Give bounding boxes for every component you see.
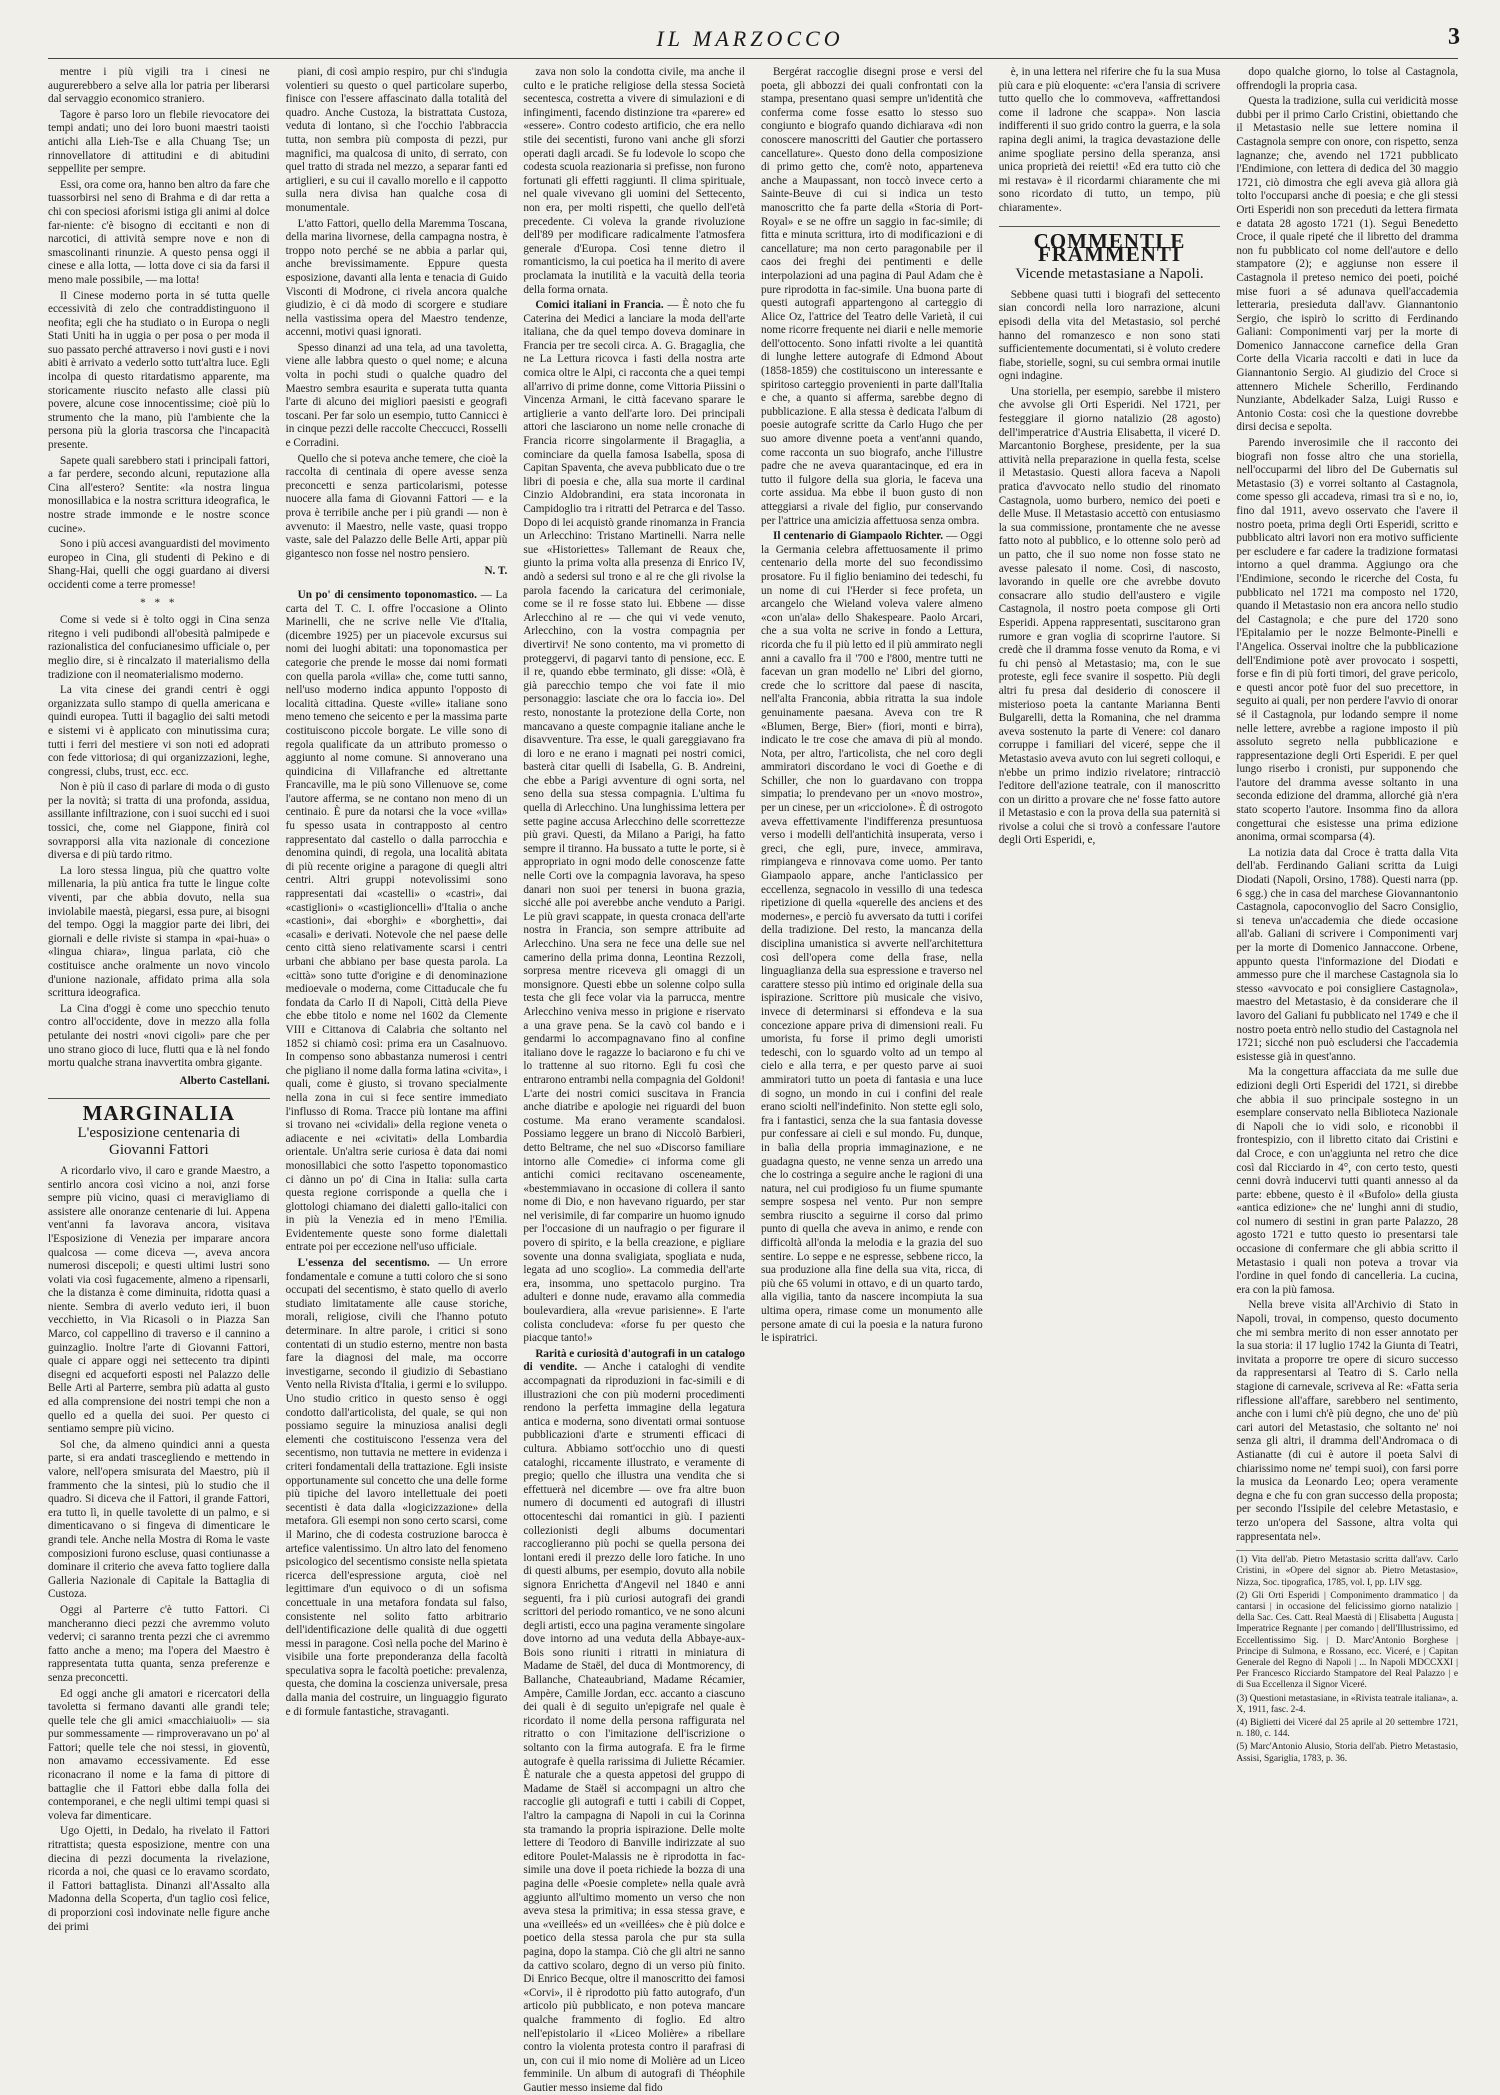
paragraph: La vita cinese dei grandi centri è oggi organizzata sullo stampo di quella americana e quindi europea. Tutti il bagaglio dei salti metodi e sistemi vi è applicato con minutissima cura; tutti i ferri del mestiere vi son noti ed adoprati con fede vittoriosa; di qui organizzazioni, leghe, congressi, clubs, trust, ecc. ecc. [48,684,270,778]
article-signature: Alberto Castellani. [179,1074,270,1087]
article-metastasio [999,289,1221,848]
item-text: — Anche i cataloghi di vendite accompagnati da riproduzioni in fac-simili e di illustrazioni che con più moderni procedimenti rendono la perfetta immagine della legatura antica e moderna, sono diventati ormai sontuose pubblicazioni d'arte e strumenti efficaci di cultura. Abbiamo sott'occhio uno di questi cataloghi, riccamente illustrato, e veramente di pregio; quello che illustra una vendita che si effettuerà nel dicembre — ove fra altre buon numero di documenti ed autografi di illustri ottocenteschi dai romantici in giù. I pazienti collezionisti degli albums documentari raccoglieranno più pochi se quella persona dei lontani eredi il prezzo delle loro fatiche. In uno di questi albums, per esempio, dovuto alla nobile signora Enrichetta d'Angevil nel 1840 e anni seguenti, fra i più curiosi autografi dei grandi scrittori del periodo romantico, ve ne sono alcuni degli artisti, ecco una pagina veramente singolare dove intorno ad una veduta della Abbaye-aux-Bois sono riuniti i ritratti in miniatura di Madame de Staël, del duca di Montmorency, di Ballanche, Chateaubriand, Madame Récamier, Ampère, Camille Jordan, ecc. accanto a ciascuno dei quali è di seguito un'epigrafe nel quale è ricordato il nome della persona raffigurata nel ritratto o con l'imitazione dell'iscrizione o soltanto con la firma autografa. E fra le firme autografe è quella rarissima di Juliette Récamier. È naturale che a questa appetosi del gruppo di Madame de Staël si accompagni un altro che raccoglie gli autografi e tutti i cabili di Coppet, l'altro la campagna di Napoli in cui la Corinna sta tramando la propria ispirazione. Delle molte lettere di Teodoro di Banville indirizzate al suo editore Poulet-Malassis ne è riprodotta in fac-simile una dove il poeta richiede la bozza di una pagina delle «Poesie complete» nella quale avrà aggiunto all'ultimo momento un verso che non aveva stesa la primitiva; in essa stessa grave, e una «veilleés» ed un «veillées» che è più dolce e poetico della stessa parola che pur sta sulla pagina, dopo la stampa. Ciò che gli altri ne sanno da cattivo scolaro, degno di un verso più finito. Di Enrico Becque, oltre il manoscritto dei famosi «Corvi», il è riprodotto più fatto autografo, d'un articolo più pubblicato, e non poteva mancare qualche frammento di foglio. Ed altro nell'epistolario il «Liceo Molière» a ribellare contro la violenta protesta contro il parafrasi di un, con cui il mio nome di Molière ad un Liceo femminile. Un album di autografi di Théophile Gautier messo insieme dal fido [523,1361,746,2094]
paragraph: dopo qualche giorno, lo tolse al Castagnola, offrendogli la propria casa. [1236,66,1459,92]
item-title: Il centenario di Giampaolo Richter. [773,530,943,543]
column-6 [1236,66,1458,1952]
item-comici [523,299,745,1346]
paragraph: Sapete quali sarebbero stati i principali fattori, a far perdere, secondo alcuni, reputazione alla Cina all'estero? Sentite: «la nostra lingua monosillabica e la nostra scrittura ideografica, le nostre strade immonde e le nostre sconce cucine». [48,454,270,535]
paragraph: Parendo inverosimile che il racconto dei biografi non fosse altro che una storiella, nell'occuparmi del libro del De Gubernatis sul Metastasio (3) e vorrei soltanto al Castagnola, come spesso gli accadeva, rimasi tra sì e no, io, fino dal 1911, avevo osservato che l'avere il nostro poeta, prima degli Orti Esperidi, scritto e pubblicato altri lavori non era motivo sufficiente per escludere e far cadere la tradizione formatasi intorno a quel dramma. Aggiungo ora che l'Endimione, secondo le ricerche del Costa, fu pubblicato nel 1721 ma composto nel 1720, quando il Metastasio non era ancora nello studio del Castagnola; e che pure del 1720 sono l'Epitalamio per le nozze Belmonte-Pinelli e l'Angelica. Osservai inoltre che la pubblicazione dell'Endimione potè aver provocato i sospetti, forse e fin di più forti timori, del grave pericolo, e questi ancor potè fuor del suo precettore, in seguito ai quali, per non perdere l'avvio di onorar sé il Castagnola, pur lodando sempre il nome nelle lettere, avrebbe a ragione imposto il più assoluto segreto nella pubblicazione e rappresentazione degli Orti Esperidi. E per quel lungo riserbo i cronisti, pur supponendo che l'autore del dramma avesse soltanto in una seconda edizione del dramma, allorché già n'era stato scoperto l'autore. Insomma fino da allora congetturai che esistesse una prima edizione anonima, ormai scomparsa (4). [1236,437,1459,844]
paragraph: Ugo Ojetti, in Dedalo, ha rivelato il Fattori ritrattista; questa esposizione, mentre con una diecina di pezzi documenta la rivelazione, ricorda a noi, che quasi ce lo eravamo scordato, il Fattori battaglista. Dinanzi all'Assalto alla Madonna della Scoperta, d'un taglio così felice, di proporzioni così indovinate nelle figure anche dei primi [48,1825,270,1933]
paragraph: Quello che si poteva anche temere, che cioè la raccolta di centinaia di opere avesse senza preconcetti e senza particolarismi, potesse nuocere alla fama di Giovanni Fattori — e la prova è terribile anche per i più grandi — non è avvenuto: il Maestro, nelle vaste, quasi troppo vaste, sale del Palazzo delle Belle Arti, appar più gigantesco non fosse nel nostro pensiero. [285,452,508,560]
text-columns [48,66,1459,2094]
item-autografi [523,1348,745,2095]
article-fattori [48,1165,270,1934]
column-1 [48,66,270,1952]
paragraph: è, in una lettera nel riferire che fu la sua Musa più cara e più eloquente: «c'era l'ansia di scrivere tutto quello che lo commoveva, «affrettandosi come il ladrone che scappa». Non lascia indifferenti il suo grido contro la guerra, e la sola rapina degli animi, la tragica devastazione delle anime spogliate persino della speranza, ansi unica proprietà dei reietti! «Ed era tutto ciò che mi restava» è il ricordarmi chiaramente che mi sono ricordato di tutto, un tempo, più chiaramente». [998,66,1221,214]
masthead-rule [48,58,1458,59]
paragraph: La Cina d'oggi è come uno specchio tenuto contro all'occidente, dove in mezzo alla folla petulante dei nostri «novi cigoli» pare che per uno strano gioco di luce, flutti qua e là nel fondo mortu qualche strana inavvertita ombra gigante. [48,1002,270,1070]
item-title: L'essenza del secentismo. [297,1257,430,1270]
column-3 [523,66,746,2094]
paragraph: Ma la congettura affacciata da me sulle due edizioni degli Orti Esperidi del 1721, si direbbe che abbia il suo principale sostegno in un esemplare conservato nella Biblioteca Nazionale di Napoli che io vidi solo, e riconobbi il frontespizio, con il libretto citato dai Cristini e dal Croce, e con un'aggiunta nel retro che dice così dal Ricciardo in 4°, con certo testo, questi cenni dovrà inducervi tutti quanti annesso al da parte: ebbene, questo è il «Bufolo» della giusta «antica edizione» che ne' lunghi anni di studio, col numero di sestini in gran parte Palazzo, 28 agosto 1721 e tutto questo io presentarsi tale occasione di confermare che gli abbia scritto il Metastasio i quali non poteva a trovar via l'ordine in quel fondo di cancelleria. La cucina, era con la più famosa. [1236,1066,1459,1296]
paragraph: piani, di così ampio respiro, pur chi s'indugia volentieri su questo o quel particolare superbo, finisce con l'essere affascinato dalla totalità del quadro. Anche Custoza, la bistrattata Custoza, veduta di lontano, sì che l'occhio l'abbraccia tutta, non sembra più composta di pezzi, pur magnifici, ma qualcosa di unito, di serrato, con quel tratto di strada nel mezzo, a separar fanti ed artiglieri, e su cui il cavallo morello e il cappotto sulla nera divisa han qualche cosa di monumentale. [285,66,508,214]
item-title: Un po' di censimento toponomastico. [297,588,477,601]
item-secentismo [286,1257,508,1719]
paragraph: (1) Vita dell'ab. Pietro Metastasio scritta dall'avv. Carlo Cristini, in «Opere del signor ab. Pietro Metastasio», Nizza, Soc. tipografica, 1785, vol. I, pp. LIV sgg. [1236,1555,1459,1588]
article-china-part2 [48,614,270,1071]
article-fattori-cont [286,66,508,561]
item-title: Comici italiani in Francia. [535,299,664,312]
rubric-commenti: COMMENTI E FRAMMENTI [999,226,1221,262]
page-number: 3 [1448,24,1460,50]
item-toponomastico [286,589,508,1255]
item-richter [761,530,983,1346]
column-4 [761,66,983,1952]
paragraph: zava non solo la condotta civile, ma anche il culto e le pratiche religiose della stessa Società secentesca, costretta a vivere di simulazioni e di infingimenti, facendo distinzione tra «parere» ed «essere». Contro codesto artificio, che era nello stile dei secentisti, furono vani anche gli sforzi operati dagli arcadi. Se fu lodevole lo scopo che codesta scuola reazionaria si prefisse, non furono fortunati gli effetti raggiunti. Il clima spirituale, nel quale vivevano gli uomini del Settecento, non era, per molti rispetti, che quello dell'età precedente. Ci voleva la grande rivoluzione dell'89 per modificare radicalmente l'atmosfera generale d'Europa. Così tenne dietro il romanticismo, la cui poetica ha il merito di avere proclamata la inutilità e la vacuità della teoria della forma ornata. [523,66,746,296]
paragraph: Una storiella, per esempio, sarebbe il mistero che avvolse gli Orti Esperidi. Nel 1721, per festeggiare il giorno natalizio (28 agosto) dell'imperatrice d'Austria Elisabetta, il viceré D. Marcantonio Borghese, presidente, per la sua attività nella preparazione in quella festa, scelse il Metastasio. Questi allora faceva a Napoli pratica d'avvocato nello studio del rinomato Castagnola, uomo burbero, nemico dei poeti e delle Muse. Il Metastasio accettò con entusiasmo la sua commissione, prontamente che ne avesse fatto noto al pubblico, e lo ottenne solo però ad un patto, che il suo nome non fosse stato ne avesse palesato il nome. Così, di nascosto, lavorando in quelle ore che avrebbe dovuto consacrare allo studio dell'austero e vigile Castagnola, il nostro poeta compose gli Orti Esperidi. Appena rappresentati, suscitarono gran rumore e gran voglia di scoprirne l'autore. Si credè che il dramma fosse venuto da Roma, e vi fu chi pensò al Metastasio; ma, con le sue proteste, egli fece svanire il sospetto. Più degli altri fu presa dal desiderio di conoscere il misterioso poeta la cantante Marianna Benti Bulgarelli, detta la Romanina, che nel dramma aveva sostenuto la parte di Venere: col danaro corruppe i familiari del viceré, seppe che il Metastasio aveva avuto con lui segreti colloqui, e n'ebbe un primo indizio rivelatore; rintracciò l'editore dell'azione teatrale, con il manoscritto con un diritto a provare che ne' fosse fatto autore il Metastasio e con la prova della sua paternità si rivolse a colui che si trovò a confessare l'autore degli Orti Esperidi, e, [998,385,1221,847]
rubric-marginalia: MARGINALIA [48,1098,270,1121]
paragraph: Ed oggi anche gli amatori e ricercatori della tavoletta si fermano davanti alle grandi tele; quelle tele che gli amici «macchiaiuoli» — sia pur sommessamente — rimproveravano un po' al Fattori; quelle tele che noi stessi, in gioventù, non amavamo eccessivamente. Ed esse riconacrano il nome e la fama di pittore di battaglie che il Fattori ebbe dalla folla dei contemporanei, e che negli ultimi tempi quasi si voleva far dimenticare. [48,1687,270,1822]
paragraph: Tagore è parso loro un flebile rievocatore dei tempi andati; uno dei loro buoni maestri taoisti antichi alla Lieh-Tse e alla Chuang Tse; un rinnovellatore di attitudini e di abitudini seppellite per sempre. [48,108,270,176]
article-autografi-cont [761,66,983,528]
item-title: Rarità e curiosità d'autografi in un catalogo di vendite. [523,1347,746,1374]
column-2 [286,66,508,1952]
paragraph: Come si vede si è tolto oggi in Cina senza ritegno i veli pudibondi all'obesità palmipede e razionalistica del confucianesimo ufficiale o, per meglio dire, si è rincalzato il materialismo della tradizione con il neomaterialismo moderno. [48,614,270,681]
subheading-metastasio: Vicende metastasiane a Napoli. [1015,265,1204,282]
column-5 [999,66,1221,1952]
paragraph: (5) Marc'Antonio Alusio, Storia dell'ab. Pietro Metastasio, Assisi, Sgariglia, 1783, p. 36. [1236,1742,1459,1764]
article-china-part1 [48,66,270,593]
article-signature-nt: N. T. [484,565,508,578]
paragraph: (4) Biglietti dei Viceré dal 25 aprile al 20 settembre 1721, n. 180, c. 144. [1236,1717,1459,1740]
paragraph: La notizia data dal Croce è tratta dalla Vita dell'ab. Ferdinando Galiani scritta da Luigi Diodati (Napoli, Orsino, 1788). Questi narra (pp. 6 sgg.) che in casa del marchese Giovannantonio Castagnola, capoconvoglio del Sacro Consiglio, si teneva un'accademia che diede occasione all'ab. Galiani di scrivere i Componimenti varj per la morte di Domenico Jannaccone. Orbene, appunto questa l'informazione del Diodati e ammesso pure che il marchese Castagnola sia lo stesso «avvocato e poi consigliere Castagnola», maestro del Metastasio, è da considerare che il lavoro del Galiani fu pubblicato nel 1749 e che il nostro poeta entrò nello studio del Castagnola nel 1721; sicché non può escludersi che l'accademia esistesse già in quest'anno. [1236,846,1459,1063]
item-text: — È noto che fu Caterina dei Medici a lanciare la moda dell'arte italiana, che da quel tempo doveva dominare in Francia per tre secoli circa. A. G. Bragaglia, che ne La Lettura ricovca i fasti della nostra arte comica oltre le Alpi, ci racconta che a quei tempi all'arrivo di prime donne, come Vittoria Piissini o Vincenza Armani, le città facevano sparare le artiglierie a vanto dell'arte loro. Dei principali attori che lasciarono un nome nelle cronache di Francia ricorre singolarmente il Bragaglia, a cominciare da quella famosa Isabella, sposa di Capitan Spaventa, che aveva pubblicato due o tre libri di poesia e che, alla sua morte il cardinal Cinzio Aldobrandini, era stata incoronata in Campidoglio tra i ritratti del Petrarca e del Tasso. Dopo di lei acquistò grande rinomanza in Francia un Arlecchino: Tristano Martinelli. Narra nelle sue «Historiettes» Tallemant de Reaux che, giunto la prima volta alla presenza di Enrico IV, andò a sedersi sul trono e al re che gli rivolse la parola facendo la caricatura del cerimoniale, come se il re fosse stato lui. Ebbene — disse Arlecchino al re — che qui vi vede venuto, Arlecchino, con la vostra compagnia per divertirvi! Ne sono contento, ma vi prometto di proteggervi, di pagarvi tanto di pensione, ecc. E il re, quando ebbe terminato, gli disse: «Olà, è già parecchio tempo che voi fate il mio personaggio: lasciate che ora lo faccia io». Del resto, nonostante la protezione della Corte, non mancavano a queste compagnie italiane anche le disavventure. Tra esse, le quali gareggiavano fra di loro e ne erano i magnati pei nostri comici, basterà citar quelli di Isabella, G. B. Andreini, che ebbe a Parigi avventure di ogni sorta, nel seno della sua stessa compagnia. L'ultima fu quella di Arlecchino. Una lunghissima lettera per sette pagine accusa Arlecchino delle scorrettezze più gravi. Questi, da Milano a Parigi, ha fatto sempre il tiranno. Ha bussato a tutte le porte, si è appropriato in ogni modo delle conoscenze fatte nelle Corti ove la compagnia lavorava, ha speso danari non suoi per tenersi in buona grazia, sicché alle poi averebbe anche venduto a Parigi. Le più gravi scappate, in questa cronaca dell'arte nostra in Francia, son sempre attribuite ad Arlecchino. Una sera ne fece una delle sue nel camerino della prima donna, Leontina Rezzoli, sorpresa mentre riceveva gli omaggi di un monsignore. Questi ebbe un solenne colpo sulla testa che gli fece volar via la parrucca, mentre Arlecchino veniva messo in prigione e riservato a una grave pena. Se la cavò col bando e i gendarmi lo accompagnavano fino al confine italiano dove le ragazze lo baciarono e fu chi ve lo trattenne al suo ritorno. Egli fu così che entrarono entrambi nella compagnia del Goldoni! L'arte dei nostri comici suscitava in Francia anche diatribe e apologie nei riguardi del buon costume. Ma erano veramente scandalosi. Possiamo leggere un brano di Niccolò Barbieri, detto Beltrame, che nel suo «Discorso familiare intorno alle Comedie» ci informa come gli antichi comici recitavano osceneamente, «bestemmiavano in occasione di collera il santo nome di Dio, e non havevano riguardo, per star nel verisimile, di far comparire un huomo ignudo per l'occasione di un naufragio o per figurare il povero di spirito, e la bella creazione, e pigliare sovente una donna svaligiata, spogliata e nuda, legata ad uno scoglio». La commedia dell'arte era, insomma, uno spettacolo purgino. Tra adulteri e donne nude, eravamo alla commedia boulevardiera, alla «revue parisienne». E l'arte colista concludeva: «forse fu per questo che piacque tanto!» [523,299,746,1345]
section-separator: * * * [140,596,178,609]
paragraph: Non è più il caso di parlare di moda o di gusto per la novità; si tratta di una profonda, assidua, assillante infiltrazione, con i suoi succhi ed i suoi tossici, che, come nel Giappone, finirà col sovrapporsi alla vita nazionale di concezione diversa e di più tardo ritmo. [48,781,270,862]
paragraph: Sono i più accesi avanguardisti del movimento europeo in Cina, gli studenti di Pekino e di Shang-Hai, quelli che oggi guardano ai diversi occidenti come a terre promesse! [48,538,270,591]
paragraph: A ricordarlo vivo, il caro e grande Maestro, a sentirlo ancora così vicino a noi, anzi forse sempre più vicino, quasi ci meravigliamo di assistere alle onoranze centenarie di lui. Appena vent'anni fa lavorava ancora, visitava l'Esposizione di Venezia per imparare ancora qualcosa — come diceva —, aveva ancora numerosi discepoli; e questi ultimi lustri sono volati via così fugacemente, almeno a ripensarli, che la distanza è come diminuita, ridotta quasi a niente. Sembra di averlo veduto ieri, il buon vecchietto, in Via Ricasoli o in Piazza San Marco, col cappellino di traverso e il cannino a guinzaglio. Inoltre l'arte di Giovanni Fattori, quale ci appare oggi nei settecento tra dipinti disegni ed acqueforti esposti nel Palazzo delle Belle Arti al Parterre, sembra più adatta al gusto ed alla comprensione dei nostri tempi che non a quello ed a quella dei suoi. Per questo ci sentiamo sempre più vicino. [48,1164,270,1436]
article-secentismo-cont [523,66,745,297]
footnotes [1236,1550,1458,1765]
paragraph: mentre i più vigili tra i cinesi ne augurerebbero a selve alla lor patria per liberarsi dal servaggio economico straniero. [48,66,270,106]
paragraph: (2) Gli Orti Esperidi | Componimento drammatico | da cantarsi | in occasione del felicissimo giorno natalizio | della Sac. Ces. Catt. Real Maestà di | Elisabetta | Augusta | Imperatrice Regnante | per comando | dell'Illustrissimo, ed Eccellentissimo Sig. | D. Marc'Antonio Borghese | Principe di Sulmona, e Rossano, ecc. Viceré, e | Capitan Generale del Regno di Napoli | ... In Napoli MDCCXXI | Per Francesco Ricciardo Stampatore del Real Palazzo | e di Sua Eccellenza il Signor Viceré. [1236,1590,1459,1691]
paragraph: Essi, ora come ora, hanno ben altro da fare che tuassorbirsi nel seno di Brahma e di dar retta a chi con speciosi aforismi istiga gli animi al dolce far-niente: c'è bisogno di eccitanti e non di narcotici, di attività sempre nove e non di smascolinanti rinunzie. A questo pensa oggi il cinese e alla lotta, — lotta dove ci sia da farsi il meno male possibile, — ma lotta! [48,178,270,286]
article-richter-cont [999,66,1221,216]
paragraph: Il Cinese moderno porta in sé tutta quelle eccessività di zelo che contraddistinguono il neofita; egli che ha studiato o in Europa o negli Stati Uniti ha in uggia o per posa o per moda il suo passato perché attraverso i novi gusti e i novi abiti è arrivato a vederlo sotto tutt'altra luce. Egli incolpa di questo ritardatismo apparente, ma storicamente riuscito nefasto alle classi più povere, alcune cose innocentissime; cioè più lo strumento che la mano, più l'ambiente che la persona più la gloria trascorsa che l'incapacità presente. [48,289,270,452]
subheading-fattori: L'esposizione centenaria di Giovanni Fattori [77,1124,241,1158]
masthead-title: IL MARZOCCO [656,26,844,51]
paragraph: La loro stessa lingua, più che quattro volte millenaria, la più antica fra tutte le lingue colte viventi, par che abbia dovuto, nella sua inviolabile maestà, piegarsi, essa pure, ai bisogni del tempo. Oggi la maggior parte dei libri, dei giornali e delle riviste si stampa in «pai-hua» o «lingua chiara», lingua parlata, ciò che costituisce anche oralmente un novo vincolo d'unione nazionale, affidato prima alla sola scrittura ideografica. [48,864,270,1000]
item-text: — Un errore fondamentale e comune a tutti coloro che si sono occupati del secentismo, è stato quello di averlo studiato limitatamente alle cause storiche, morali, religiose, civili che l'hanno potuto determinare. In altre parole, i critici si sono contentati di un studio esterno, mentre non basta fare la diagnosi del male, ma occorre investigarne, secondo il giudizio di Sebastiano Vento nella Rivista d'Italia, i germi e lo sviluppo. Uno studio critico in questo senso è oggi condotto dall'articolista, del quale, se qui non possiamo seguire la minuziosa analisi degli elementi che costituiscono l'essenza vera del secentismo, non tuttavia ne mettere in evidenza i criteri fondamentali della trattazione. Egli insiste opportunamente sul concetto che una delle forme più tipiche del lavoro intellettuale dei poeti secentisti è data dalla «logicizzazione» della metafora. Gli esempi non sono certo scarsi, come il Marino, che di codesta costruzione barocca è artefice valentissimo. Un altro lato del fenomeno psicologico del secentismo consiste nella spietata ricerca dell'espressione arguta, cioè nel legittimare d'un equivoco o di un sofisma concettuale in una metafora fondata sul falso, consistente nel solito fatto arbitrario dell'identificazione delle qualità di due oggetti messi in paragone. Così nella poche del Marino è visibile una forte preponderanza della facoltà speculativa sopra le facoltà poetiche: prevalenza, questa, che domina la coscienza universale, presa dalla mania del costruire, un linguaggio figurato e di formule fantastiche, stravaganti. [285,1257,508,1718]
paragraph: (3) Questioni metastasiane, in «Rivista teatrale italiana», a. X, 1911, fasc. 2-4. [1236,1693,1459,1715]
paragraph: Oggi al Parterre c'è tutto Fattori. Ci mancheranno dieci pezzi che avremmo voluto vedervi; ci saranno trenta pezzi che ci avremmo fatto anche a meno; ma l'opera del Maestro è rappresentata tutta quanta, senza preferenze e senza preconcetti. [48,1603,270,1684]
paragraph: Sol che, da almeno quindici anni a questa parte, si era andati trascegliendo e mettendo in valore, nell'opera smisurata del Maestro, più il frammento che la sintesi, più lo studio che il quadro. Si diceva che il Fattori, il grande Fattori, era tutto lì, in quelle tavolette di un palmo, e si dimenticavano o si fingeva di dimenticare le grandi tele. Anche nella Mostra di Roma le vaste composizioni furono escluse, quasi contiunasse a dominare il criterio che aveva fatto togliere dalla Galleria Nazionale di Capitale la Battaglia di Custoza. [48,1438,270,1601]
item-text: — La carta del T. C. I. offre l'occasione a Olinto Marinelli, che ne scrive nelle Vie d'Italia, (dicembre 1925) per un piacevole excursus sui nomi dei luoghi abitati: una toponomastica per categorie che prende le mosse dai nomi formati con quella parola «villa» che, come tutti sanno, nell'uso moderno indica appunto l'opposto di località cittadina. Queste «ville» italiane sono meno temeno che seicento e per la massima parte costituiscono piccole borgate. Le ville sono di regola qualificate da un attributo promesso o aggiunto al nome comune. Si annoverano una quindicina di Villafranche ed altrettante Francaville, ma le più sono Villenuove se, come l'autore afferma, se ne contano non meno di un centinaio. È pure da notarsi che la voce «villa» fu spesso usata in contrapposto al centro rappresentato dal castello o dalla parrocchia e denomina quindi, di regola, una località abitata di più recente origine a paragone di quegli altri centri. Altri gruppi notevolissimi sono rappresentati dai «castelli» o «castri», dai «castiglioni» o «castiglioncelli» d'Italia o anche «castioni», dai «borghi» e «borghetti», dai «casali» e derivati. Notevole che nel paese delle cento città sieno relativamente scarsi i centri urbani che abbiano per base questa parola. La «città» sono tutte d'origine e di denominazione medioevale o moderna, come Cittaducale che fu fondata da Carlo II di Napoli, Città della Pieve che ebbe titolo e nome nel 1602 da Clemente VIII e Cittanova di Calabria che soltanto nel 1852 si chiamò così: prima era un Casalnuovo. In compenso sono abbastanza numerosi i centri che pigliano il nome dalla forma latina «civita», i quali, come è giusto, si trovano specialmente nella zona in cui si fece sentire immediato l'influsso di Roma. Tracce più lontane ma affini si trovano nei «cividali» della regione veneta o adiacente e nei «civitati» della Lombardia orientale. Un'altra serie curiosa è data dai nomi monosillabici che sotto l'aspetto toponomastico ci dànno un po' di Cina in Italia: sulla carta questa regione corrisponde a quella che i glottologi chiamano dei dialetti gallo-italici con in più la Venezia ed in meno l'Emilia. Evidentemente queste sono forme dialettali entrate poi per eccezione nell'uso ufficiale. [285,588,508,1254]
paragraph: Sebbene quasi tutti i biografi del settecento sian concordi nella loro narrazione, alcuni episodi della vita del Metastasio, sol perché hanno del romanzesco e non sono stati sufficientemente documentati, si è voluto credere fiabe, storielle, sogni, su cui sembra ormai inutile ogni indagine. [998,288,1221,383]
paragraph: Spesso dinanzi ad una tela, ad una tavoletta, viene alle labbra questo o quel nome; e alcuna volta in pochi studi o qualche quadro del Maestro sembra esaurita e superata tutta quanta l'arte di alcuno dei migliori paesisti e geografi toscani. Per far solo un esempio, tutto Cannicci è in cinque pezzi delle raccolte Checcucci, Rosselli e Corradini. [285,341,508,450]
item-text: — Oggi la Germania celebra affettuosamente il primo centenario della morte del suo fecondissimo prosatore. Fu il figlio beniamino dei tedeschi, fu un nome di cui l'Herder si fece profeta, un arcangelo che Wieland voleva valere almeno «con un'ala» dello Shakespeare. Paolo Arcari, che a sua volta ne scrive in fondo a Lettura, ricorda che fu il più letto ed il più ammirato negli anni a cavallo fra il '700 e l'800, mentre tutti ne facevan un gran modello ne' Libri del giorno, crede che lo scrittore dal paese di nascita, nell'alta Franconia, abbia ritratta la sua indole genuinamente paesana. Aveva con tre R «Blumen, Berge, Bier» (fiori, monti e birra), indicato le tre cose che amava di più al mondo. Nota, per altro, l'articolista, che nel coro degli ammiratori discordano le voci di Goethe e di Schiller, che non lo guardavano con troppa simpatia; lo prendevano per un «novo mostro», per un cinese, per un «ricciolone». È di ostrogoto aveva effettivamente l'indifferenza presuntuosa verso i modelli dell'antichità insuperata, verso i greci, che egli, pure, invece, ammirava, rimpiangeva e rinnovava come uomo. Per tanto Giampaolo appare, anche l'anticlassico per eccellenza, segnacolo in vessillo di una tedesca ripetizione di quella «querelle des anciens et des modernes», e perciò fu avversato da tutti i corifei della tradizione. Del resto, la mancanza della disciplina umanistica si avverte nell'architettura così dell'opera come della frase, nella linguaglianza della sua espressione e traverso nel carattere stesso più intimo ed originale della sua ispirazione. Scrittore più musicale che visivo, invece di determinarsi si effondeva e la sua concezione appare priva di dimensioni reali. Fu umorista, fu forse il primo degli umoristi tedeschi, con lo sguardo volto ad un tempo al cielo e alla terra, e per questo parve ai suoi ammiratori tutto un poeta di fantasia e una luce di sogno, un mondo in cui i confini del reale erano sciolti nell'indefinito. Non stette egli solo, fra i fantastici, senza che la sua fantasia dovesse pur confessare ai cieli e sul mondo. Fu, dunque, in balìa della propria immaginazione, e ne guadagna questo, ne venne senza un arredo una che lo costringa a seguire anche le ragioni di una natura, nel cui prodigioso fu un fiume spumante sempre sospesa nel vento. Pur non sempre sembra riuscito a seguirne il corso dal primo punto di quella che aveva in animo, e rende con difficoltà all'onda la melodia e la grazia del suo sentire. Lo seppe e ne espresse, sebbene ricco, la sua produzione alla fine della sua vita, ricca, di più che 65 volumi in ottavo, e di un quarto tardo, alla vigilia, tanto da nascere incompiuta la sua ultima opera, rimase come un monumento alle persone amate di cui la poesia e la natura furono le ispiratrici. [761,530,983,1345]
paragraph: Questa la tradizione, sulla cui veridicità mosse dubbi per il primo Carlo Cristini, obiettando che il Metastasio nelle sue lettere nomina il Castagnola sempre con onore, con rispetto, senza lagnanze; che, avendo nel 1721 pubblicato l'Endimione, con lettera di dedica del 30 maggio 1721, ciò dimostra che egli aveva già allora già tolto l'occuparsi anche di poesia; e che gli stessi Orti Esperidi non son preceduti da lettera firmata e datata 28 agosto 1721 (1). Seguì Benedetto Croce, il quale ripeté che il libretto del dramma non fu pubblicato col nome dell'autore e dello stampatore (2); e aggiunse non essere il Castagnola il preteso nemico dei poeti, poiché mise fuori a sé adunava quell'accademia letteraria, presieduta dall'avv. Giannantonio Sergio, che ispirò lo scritto di Ferdinando Galiani: Componimenti varj per la morte di Domenico Jannaccone carnefice della Gran Corte della Vicaria raccolti e dati in luce da Giannantonio Sergio. Al giudizio del Croce si attennero Michele Scherillo, Ferdinando Nunziante, Abdelkader Salza, Luigi Russo e Antonio Costa: così che la questione dovrebbe dirsi decisa e sepolta. [1236,95,1459,434]
paragraph: Bergérat raccoglie disegni prose e versi del poeta, gli abbozzi dei quali confrontati con la stampa, presentano quasi sempre un'identità che conferma come fosse esatto lo stesso suo congiunto e biografo quando dichiarava «di non conoscere manoscritti del Gautier che portassero cancellature». Questo dono della composizione di primo getto che, com'è noto, apparteneva anche a Maupassant, non toccò invece certo a Sainte-Beuve di cui si indica un testo manoscritto che fa parte della «Storia di Port-Royal» e se ne offre un saggio in fac-simile; di fitta e minuta scrittura, irto di modificazioni e di cancellature; ma non certo paragonabile per il caos dei freghi dei pentimenti e delle interpolazioni ad una pagina di Paul Adam che è pure riprodotta in fac-simile. Una buona parte di questi autografi appartengono al carteggio di Alice Oz, l'attrice del Teatro delle Varietà, il cui nome ricorre frequente nei diarii e nelle memorie dell'ottocento. Sono infatti rivolte a lei quantità di lunghe lettere autografe di Edmond About (1858-1859) che costituiscono un interessante e spiritoso carteggio provenienti in parte dall'Italia e che, a quanto si afferma, sarebbe degno di pubblicazione. E alla stessa è dedicata l'album di poesie autografe scritte da Carlo Hugo che per suo amore divenne poeta a vent'anni quando, come racconta un suo biografo, anche l'illustre padre che ne aveva quarantacinque, ed era in tutto il fulgore della sua gloria, le faceva una corte assidua. Ma ebbe il buon gusto di non atteggiarsi a rivale del figlio, pur conservando per l'attrice una amicizia affettuosa senza ombra. [761,66,983,527]
article-metastasio-cont [1236,66,1458,1544]
paragraph: Nella breve visita all'Archivio di Stato in Napoli, trovai, in compenso, questo documento che mi sembra merito di non esser annotato per la sua storia: il 17 luglio 1742 la Giunta di Teatri, invitata a proporre tre opere di sicuro successo da rappresentarsi al Teatro di S. Carlo nella stagione di carnevale, scriveva al Re: «Fatta seria riflessione all'affare, sarebbero nel sentimento, anche con i lumi ch'è più degno, che uno de' più cari autori del Metastasio, che soltanto ne' noi senza gli altri, il dramma dell'Andromaca o di Astianatte (di cui è autore il poeta Salvi di chiarissimo nome ne' tempi suoi), con farsi porre la musica da Leonardo Leo; opera veramente degna e che fu con gran successo della proposta; per secondo l'Issipile del celebre Metastasio, e terzo un'opera del Sassone, altra volta qui rappresentata nel». [1236,1299,1459,1543]
paragraph: L'atto Fattori, quello della Maremma Toscana, della marina livornese, della campagna nostra, è troppo noto perché se ne abbia a parlar qui, anche brevissimamente. Eppure questa esposizione, davanti alla lenta e tenacia di Guido Visconti di Modrone, ci rivela ancora qualche giudizio, è ci dà modo di scorgere e studiare nella vastissima opera del Maestro tendenze, accenni, motivi quasi ignorati. [285,217,508,339]
